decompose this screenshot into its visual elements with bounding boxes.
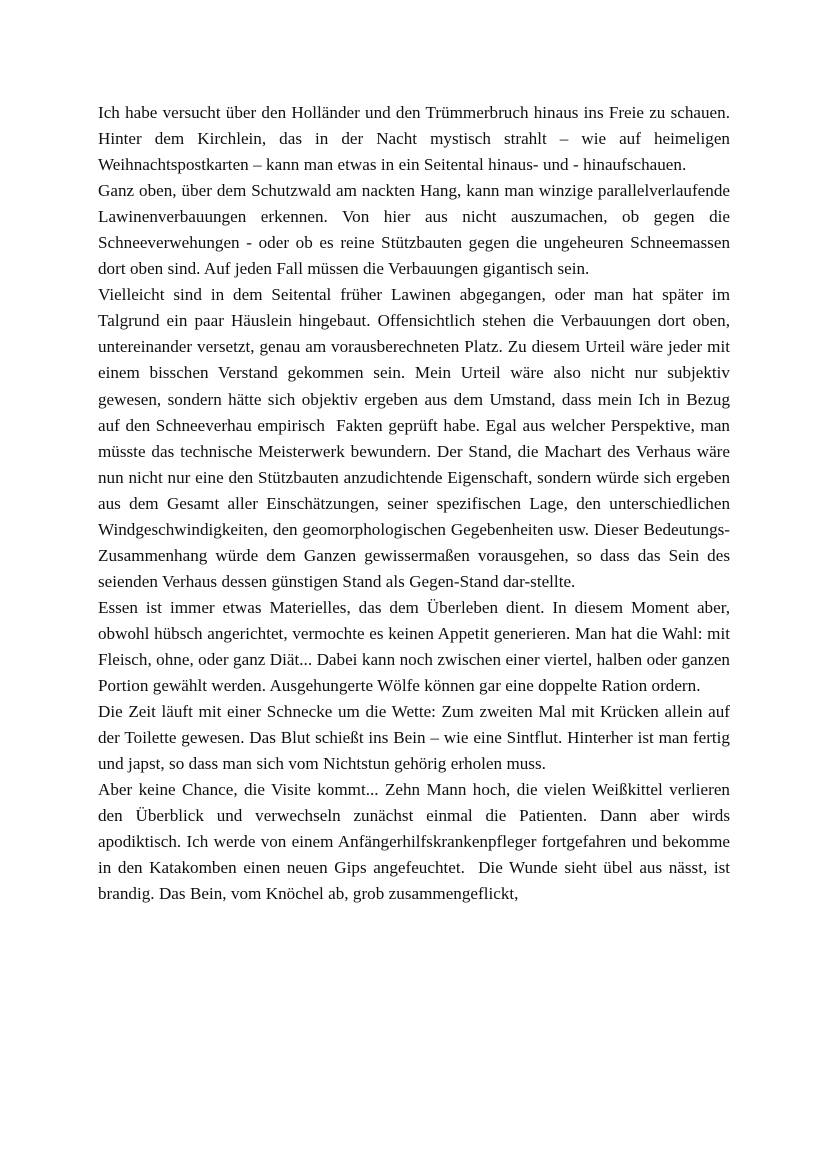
document-text-body [98,100,735,907]
paragraph: Ganz oben, über dem Schutzwald am nackten Hang, kann man winzige parallelverlaufende Lawinenverbauungen erkennen. Von hier aus nicht auszumachen, ob gegen die Schneeverwehungen - oder ob es reine Stützbauten gegen die ungeheuren Schneemassen dort oben sind. Auf jeden Fall müssen die Verbauungen gigantisch sein. [98,181,735,279]
paragraph: Die Zeit läuft mit einer Schnecke um die Wette: Zum zweiten Mal mit Krücken allein auf der Toilette gewesen. Das Blut schießt ins Bein – wie eine Sintflut. Hinterher ist man fertig und japst, so dass man sich vom Nichtstun gehörig erholen muss. [98,702,735,774]
paragraph: Ich habe versucht über den Holländer und den Trümmerbruch hinaus ins Freie zu schauen. Hinter dem Kirchlein, das in der Nacht mystisch strahlt – wie auf heimeligen Weihnachtspostkarten – kann man etwas in ein Seitental hinaus- und - hinaufschauen. [98,103,735,175]
paragraph: Essen ist immer etwas Materielles, das dem Überleben dient. In diesem Moment aber, obwohl hübsch angerichtet, vermochte es keinen Appetit generieren. Man hat die Wahl: mit Fleisch, ohne, oder ganz Diät... Dabei kann noch zwischen einer viertel, halben oder ganzen Portion gewählt werden. Ausgehungerte Wölfe können gar eine doppelte Ration ordern. [98,597,735,696]
paragraph: Aber keine Chance, die Visite kommt... Zehn Mann hoch, die vielen Weißkittel verlieren den Überblick und verwechseln zunächst einmal die Patienten. Dann aber wirds apodiktisch. Ich werde von einem Anfängerhilfskrankenpfleger fortgefahren und bekomme in den Katakomben einen neuen Gips angefeuchtet. Die Wunde sieht übel aus nässt, ist brandig. Das Bein, vom Knöchel ab, grob zusammengeflickt, [98,780,735,904]
paragraph: Vielleicht sind in dem Seitental früher Lawinen abgegangen, oder man hat später im Talgrund ein paar Häuslein hingebaut. Offensichtlich stehen die Verbauungen dort oben, untereinander versetzt, genau am vorausberechneten Platz. Zu diesem Urteil wäre jeder mit einem bisschen Verstand gekommen sein. Mein Urteil wäre also nicht nur subjektiv gewesen, sondern hätte sich objektiv ergeben aus dem Umstand, dass mein Ich in Bezug auf den Schneeverhau empirisch Fakten geprüft habe. Egal aus welcher Perspektive, man müsste das technische Meisterwerk bewundern. Der Stand, die Machart des Verhaus wäre nun nicht nur eine den Stützbauten anzudichtende Eigenschaft, sondern würde sich ergeben aus dem Gesamt aller Einschätzungen, seiner spezifischen Lage, den unterschiedlichen Windgeschwindigkeiten, den geomorphologischen Gegebenheiten usw. Dieser Bedeutungs-Zusammenhang würde dem Ganzen gewissermaßen vorausgehen, so dass das Sein des seienden Verhaus dessen günstigen Stand als Gegen-Stand dar-stellte. [98,285,735,591]
